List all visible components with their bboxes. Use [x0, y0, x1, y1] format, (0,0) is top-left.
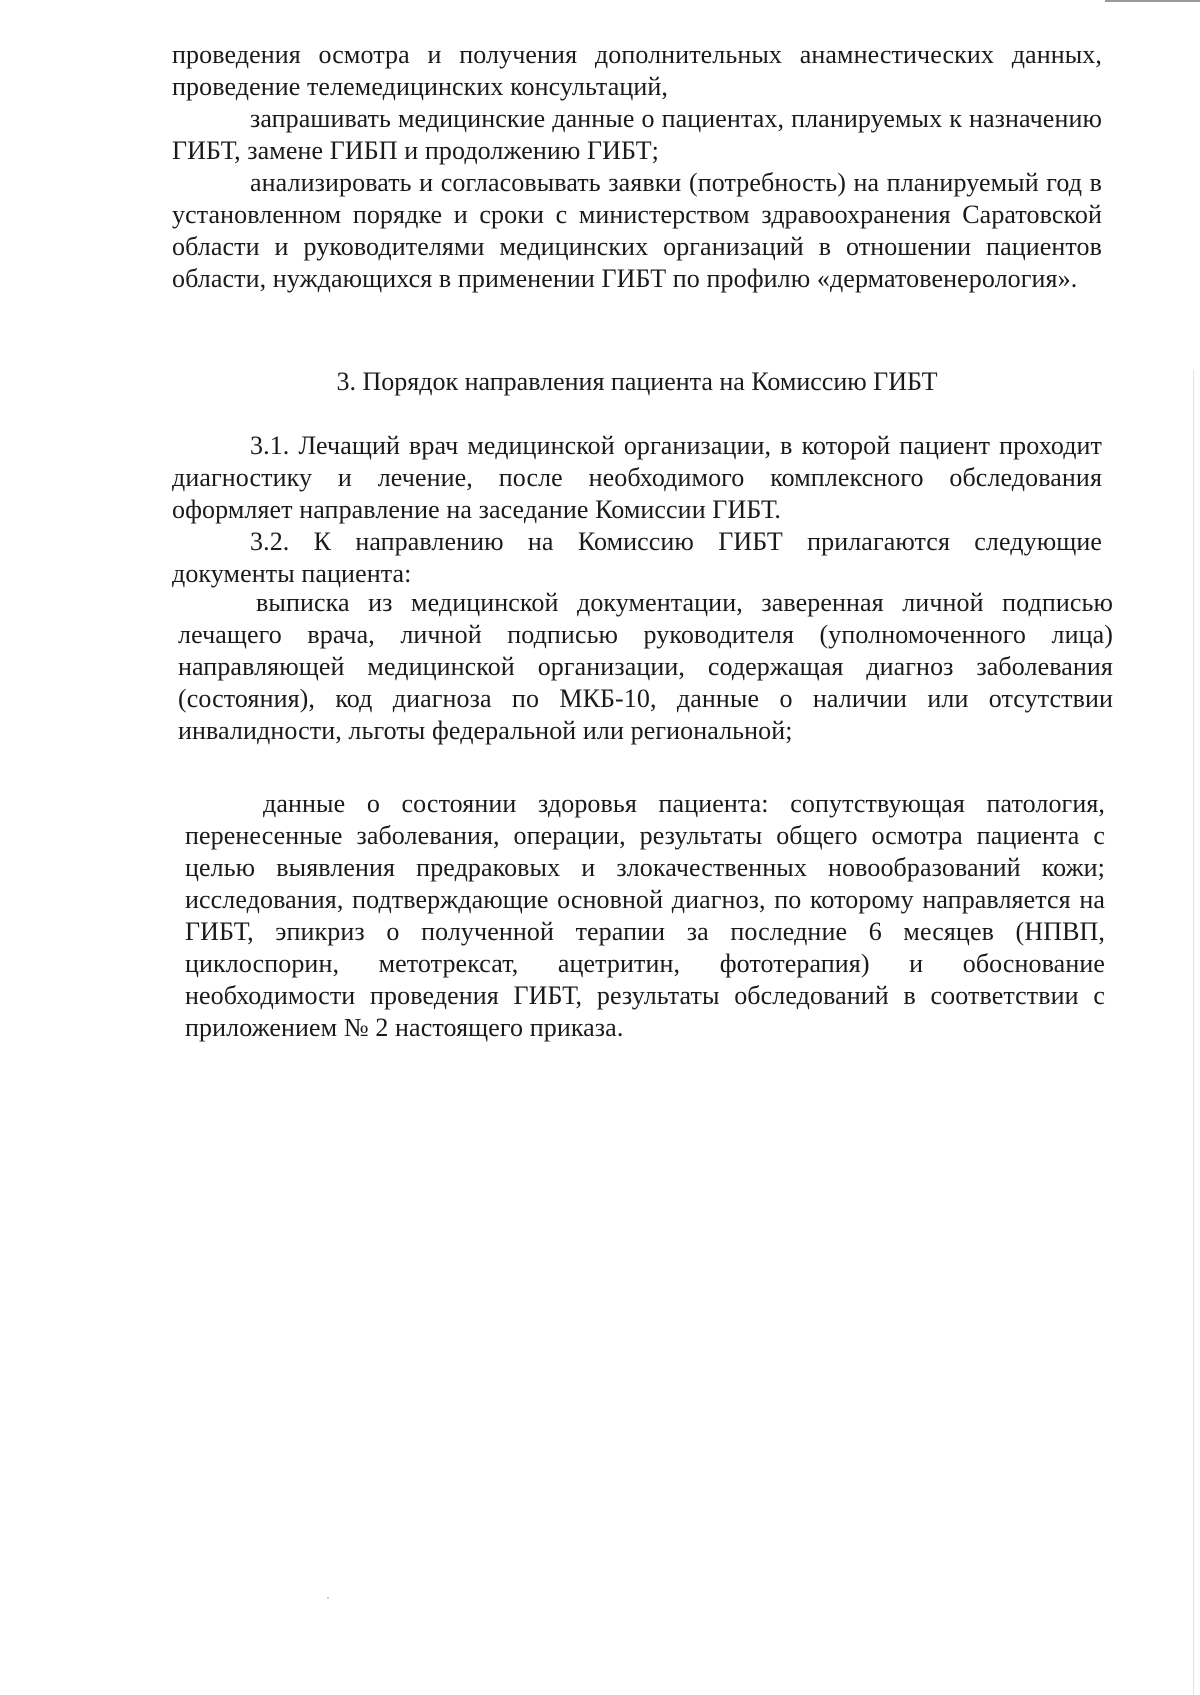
paragraph-analyze: анализировать и согласовывать заявки (потребность) на планируемый год в установленном порядке и сроки с министерством здравоохранения Саратовской области и руководителями медицинских организаций в отношении пациентов области, нуждающихся в применении ГИБТ по профилю «дерматовенерология».: [172, 168, 1102, 293]
paragraph-health-data: данные о состоянии здоровья пациента: сопутствующая патология, перенесенные заболевания, операции, результаты общего осмотра пациента с целью выявления предраковых и злокачественных новообразований кожи; исследования, подтверждающие основной диагноз, по которому направляется на ГИБТ, эпикриз о полученной терапии за последние 6 месяцев (НПВП, циклоспорин, метотрексат, ацетритин, фототерапия) и обоснование необходимости проведения ГИБТ, результаты обследований в соответствии с приложением № 2 настоящего приказа.: [185, 789, 1105, 1042]
paragraph-request-data: запрашивать медицинские данные о пациентах, планируемых к назначению ГИБТ, замене ГИБП и продолжению ГИБТ;: [172, 104, 1102, 165]
section-heading: 3. Порядок направления пациента на Комиссию ГИБТ: [336, 367, 938, 396]
scan-speck: [327, 1597, 329, 1599]
health-data-item: [185, 788, 1105, 1044]
paragraph-intro-continuation: проведения осмотра и получения дополнительных анамнестических данных, проведение телемедицинских консультаций,: [172, 40, 1102, 101]
section-3-paragraphs: [172, 430, 1102, 590]
paragraph-extract: выписка из медицинской документации, заверенная личной подписью лечащего врача, личной подписью руководителя (уполномоченного лица) направляющей медицинской организации, содержащая диагноз заболевания (состояния), код диагноза по МКБ-10, данные о наличии или отсутствии инвалидности, льготы федеральной или региональной;: [178, 588, 1113, 745]
paragraph-3-2: 3.2. К направлению на Комиссию ГИБТ прилагаются следующие документы пациента:: [172, 527, 1102, 588]
paragraph-3-1: 3.1. Лечащий врач медицинской организации, в которой пациент проходит диагностику и лечение, после необходимого комплексного обследования оформляет направление на заседание Комиссии ГИБТ.: [172, 431, 1102, 524]
scan-edge-top: [1105, 0, 1200, 2]
extract-item: [178, 587, 1113, 747]
intro-section: [172, 39, 1102, 295]
scan-edge-right: [1193, 370, 1194, 1695]
